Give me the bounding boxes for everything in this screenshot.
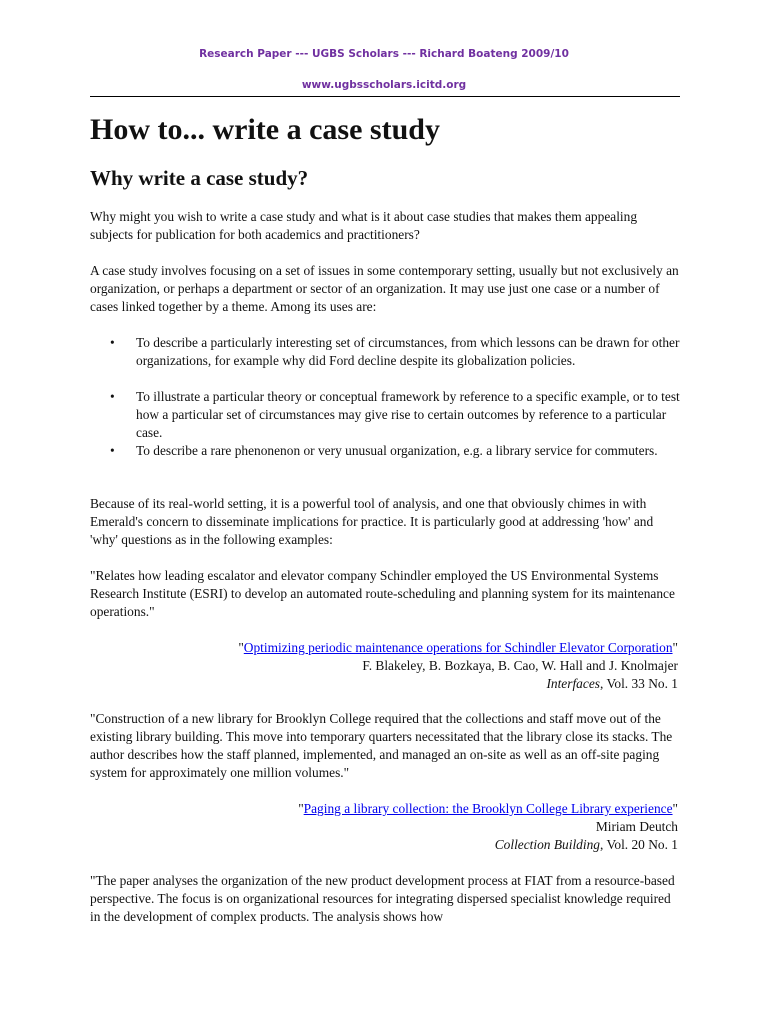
citation-title: [90, 800, 678, 818]
example-quote: "Construction of a new library for Brooklyn College required that the collections and staff move out of the existing library building. This move into temporary quarters necessitated that the library close its stacks. The author describes how the staff planned, implemented, and managed an on-site as well as an off-site paging system for approximately one million volumes.": [90, 711, 673, 780]
list-item-text: To illustrate a particular theory or conceptual framework by reference to a specific example, or to test how a particular set of circumstances may give rise to certain outcomes by reference to a particular case.: [136, 389, 680, 440]
header-line: Research Paper --- UGBS Scholars --- Richard Boateng 2009/10: [199, 48, 569, 60]
article-link[interactable]: Optimizing periodic maintenance operations for Schindler Elevator Corporation: [243, 640, 673, 655]
intro-paragraph: Why might you wish to write a case study and what is it about case studies that makes them appealing subjects for publication for both academics and practitioners?: [90, 209, 638, 242]
example-quote: "Relates how leading escalator and elevator company Schindler employed the US Environmental Systems Research Institute (ESRI) to develop an automated route-scheduling and planning system for its maintenance operations.": [90, 568, 675, 619]
quote-mark: ": [672, 640, 678, 655]
section-heading: Why write a case study?: [90, 166, 309, 190]
bullet-icon: •: [110, 335, 115, 350]
bullet-icon: •: [110, 443, 115, 458]
journal-name: Collection Building: [494, 837, 600, 852]
citation-authors: F. Blakeley, B. Bozkaya, B. Cao, W. Hall and J. Knolmajer: [362, 658, 678, 673]
journal-name: Interfaces: [546, 676, 600, 691]
list-item: [110, 388, 680, 442]
quote-mark: ": [672, 801, 678, 816]
list-item: [110, 334, 680, 370]
citation-title: [90, 639, 678, 657]
example-quote: "The paper analyses the organization of the new product development process at FIAT from a resource-based perspective. The focus is on organizational resources for integrating dispersed specialist knowledge required in the development of complex products. The analysis shows how: [90, 873, 675, 924]
citation-authors: Miriam Deutch: [595, 819, 678, 834]
page-title: How to... write a case study: [90, 113, 440, 146]
citation-source: [90, 675, 678, 693]
quote-mark: ": [298, 801, 304, 816]
header-url: www.ugbsscholars.icitd.org: [301, 79, 467, 91]
definition-paragraph: A case study involves focusing on a set of issues in some contemporary setting, usually but not exclusively an organization, or perhaps a department or sector of an organization. It may use just one case or a number of cases linked together by a theme. Among its uses are:: [90, 263, 679, 314]
volume-info: , Vol. 33 No. 1: [599, 676, 678, 691]
header-rule: [90, 96, 680, 97]
list-item-text: To describe a rare phenonenon or very unusual organization, e.g. a library service for commuters.: [136, 443, 658, 458]
list-item: [110, 442, 680, 460]
volume-info: , Vol. 20 No. 1: [599, 837, 678, 852]
quote-mark: ": [238, 640, 244, 655]
citation-source: [90, 836, 678, 854]
bullet-icon: •: [110, 389, 115, 404]
article-link[interactable]: Paging a library collection: the Brooklyn College Library experience: [303, 801, 673, 816]
list-item-text: To describe a particularly interesting set of circumstances, from which lessons can be drawn for other organizations, for example why did Ford decline despite its globalization policies.: [136, 335, 680, 368]
analysis-paragraph: Because of its real-world setting, it is a powerful tool of analysis, and one that obviously chimes in with Emerald's concern to disseminate implications for practice. It is particularly good at addressing 'how' and 'why' questions as in the following examples:: [90, 496, 654, 547]
